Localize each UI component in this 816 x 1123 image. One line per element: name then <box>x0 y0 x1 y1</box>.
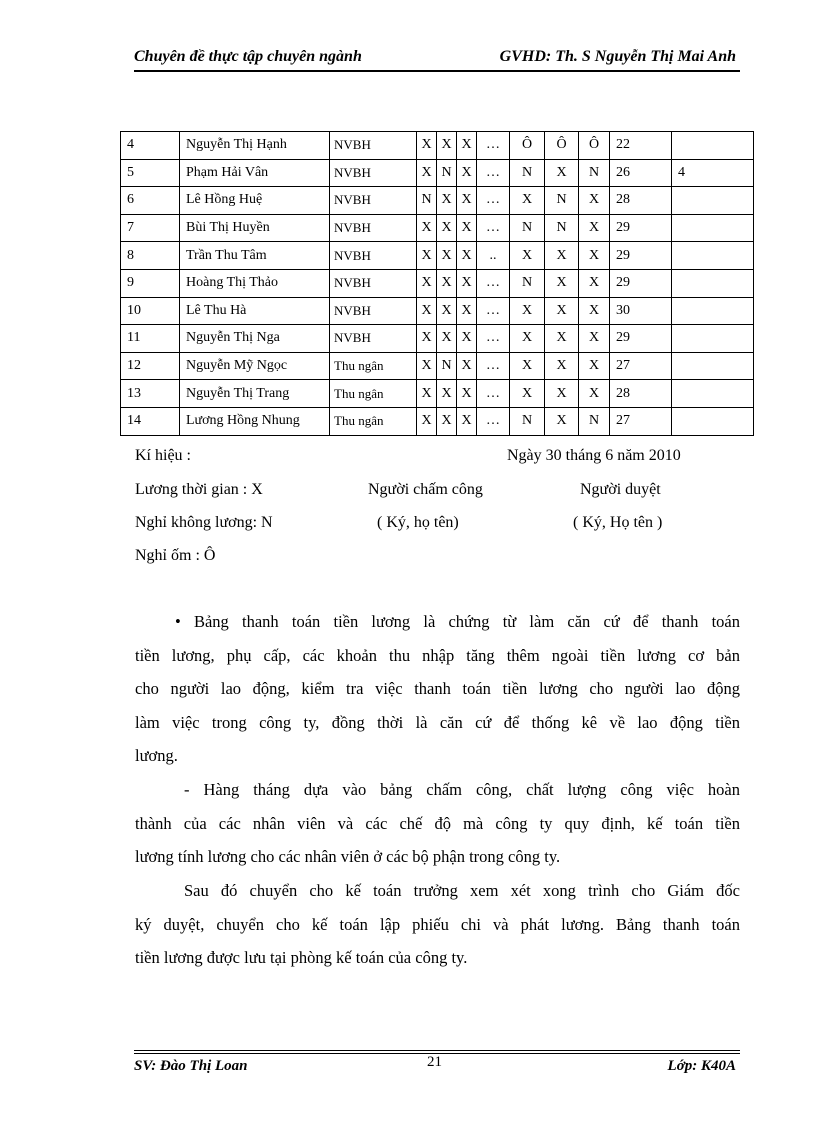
table-cell: 30 <box>610 297 672 325</box>
approver-label: Người duyệt <box>580 481 661 498</box>
table-cell: 11 <box>121 325 180 353</box>
table-cell: X <box>510 380 545 408</box>
table-cell: NVBH <box>330 187 417 215</box>
table-cell: N <box>417 187 437 215</box>
table-cell: X <box>417 242 437 270</box>
table-cell <box>672 380 754 408</box>
table-cell: X <box>457 214 477 242</box>
table-cell: X <box>417 325 437 353</box>
text-line: - Hàng tháng dựa vào bảng chấm công, chất lượng công việc hoàn <box>184 780 740 799</box>
table-cell: 27 <box>610 407 672 435</box>
table-cell: X <box>579 214 610 242</box>
table-cell: N <box>510 159 545 187</box>
table-row <box>121 187 754 215</box>
table-cell: 5 <box>121 159 180 187</box>
table-cell: X <box>437 380 457 408</box>
table-cell: 29 <box>610 269 672 297</box>
table-cell: Nguyễn Thị Nga <box>180 325 330 353</box>
table-cell <box>672 325 754 353</box>
table-cell: 14 <box>121 407 180 435</box>
attendance-table <box>120 131 754 436</box>
paragraph-approval <box>135 874 740 975</box>
table-cell: NVBH <box>330 132 417 160</box>
text-line: ký duyệt, chuyển cho kế toán lập phiếu chi và phát lương. Bảng thanh toán <box>135 914 740 934</box>
table-cell: … <box>477 297 510 325</box>
paragraph-payroll-sheet <box>135 605 740 773</box>
table-cell: Phạm Hải Vân <box>180 159 330 187</box>
table-cell: 4 <box>672 159 754 187</box>
table-cell: N <box>545 214 579 242</box>
table-cell: X <box>437 132 457 160</box>
table-cell: X <box>579 242 610 270</box>
table-cell: X <box>417 352 437 380</box>
table-cell: X <box>579 269 610 297</box>
table-cell: X <box>510 242 545 270</box>
table-cell: X <box>579 352 610 380</box>
table-cell: X <box>457 407 477 435</box>
document-title: Chuyên đề thực tập chuyên ngành <box>134 48 362 65</box>
paragraph-monthly <box>135 773 740 874</box>
table-row <box>121 159 754 187</box>
text-line: làm việc trong công ty, đồng thời là căn cứ để thống kê về lao động tiền <box>135 712 740 732</box>
table-cell <box>672 187 754 215</box>
table-cell: 10 <box>121 297 180 325</box>
table-cell: … <box>477 269 510 297</box>
text-line: cho người lao động, kiểm tra việc thanh toán tiền lương cho người lao động <box>135 679 740 698</box>
table-cell: N <box>437 352 457 380</box>
table-cell: … <box>477 132 510 160</box>
table-cell: X <box>545 159 579 187</box>
table-cell: X <box>510 297 545 325</box>
table-cell <box>672 242 754 270</box>
table-cell: Nguyễn Mỹ Ngọc <box>180 352 330 380</box>
table-cell: 12 <box>121 352 180 380</box>
table-cell: Bùi Thị Huyền <box>180 214 330 242</box>
table-cell: Ô <box>579 132 610 160</box>
text-line: • Bảng thanh toán tiền lương là chứng từ làm căn cứ để thanh toán <box>175 612 740 631</box>
table-cell: 4 <box>121 132 180 160</box>
table-cell: 28 <box>610 380 672 408</box>
table-cell: X <box>510 325 545 353</box>
table-cell: X <box>417 380 437 408</box>
table-cell: X <box>417 132 437 160</box>
table-cell: 8 <box>121 242 180 270</box>
table-cell: X <box>417 407 437 435</box>
footer-rule <box>134 1050 740 1051</box>
table-cell: X <box>510 352 545 380</box>
legend-sick: Nghỉ ốm : Ô <box>135 547 216 564</box>
table-cell: Nguyễn Thị Hạnh <box>180 132 330 160</box>
table-cell: X <box>579 380 610 408</box>
table-cell <box>672 352 754 380</box>
table-row <box>121 297 754 325</box>
table-cell: Thu ngân <box>330 352 417 380</box>
table-cell: X <box>417 159 437 187</box>
table-cell: X <box>457 352 477 380</box>
page-footer <box>134 1050 740 1078</box>
text-line: lương. <box>135 746 178 765</box>
table-cell: NVBH <box>330 269 417 297</box>
text-line: thành của các nhân viên và các chế độ mà công ty quy định, kế toán tiền <box>135 813 740 833</box>
table-cell: Thu ngân <box>330 380 417 408</box>
timekeeper-label: Người chấm công <box>368 481 483 498</box>
table-cell: 29 <box>610 242 672 270</box>
table-cell: X <box>437 325 457 353</box>
table-cell: X <box>545 297 579 325</box>
table-cell: N <box>579 159 610 187</box>
table-cell: X <box>545 325 579 353</box>
table-cell: Lương Hồng Nhung <box>180 407 330 435</box>
table-cell: X <box>457 297 477 325</box>
table-cell: Ô <box>510 132 545 160</box>
table-cell: .. <box>477 242 510 270</box>
text-line: lương tính lương cho các nhân viên ở các bộ phận trong công ty. <box>135 847 561 866</box>
timekeeper-sign: ( Ký, họ tên) <box>377 514 459 531</box>
table-cell: N <box>545 187 579 215</box>
table-cell <box>672 407 754 435</box>
table-row <box>121 132 754 160</box>
supervisor-name: GVHD: Th. S Nguyễn Thị Mai Anh <box>499 48 736 65</box>
table-cell: NVBH <box>330 214 417 242</box>
page-number: 21 <box>427 1054 442 1070</box>
legend-unpaid: Nghỉ không lương: N <box>135 514 273 531</box>
table-cell: 26 <box>610 159 672 187</box>
table-cell: Lê Thu Hà <box>180 297 330 325</box>
table-cell: X <box>437 242 457 270</box>
text-line: Sau đó chuyển cho kế toán trưởng xem xét xong trình cho Giám đốc <box>184 881 740 900</box>
table-cell: Ô <box>545 132 579 160</box>
table-cell: X <box>545 380 579 408</box>
table-cell: … <box>477 159 510 187</box>
table-cell: Trần Thu Tâm <box>180 242 330 270</box>
class-code: Lớp: K40A <box>667 1058 736 1074</box>
table-row <box>121 214 754 242</box>
table-cell: X <box>579 325 610 353</box>
table-row <box>121 380 754 408</box>
table-cell <box>672 269 754 297</box>
table-row <box>121 242 754 270</box>
table-cell: X <box>417 214 437 242</box>
table-cell: X <box>417 269 437 297</box>
table-cell: Lê Hồng Huệ <box>180 187 330 215</box>
table-cell: NVBH <box>330 242 417 270</box>
table-cell: X <box>579 297 610 325</box>
table-cell: X <box>457 132 477 160</box>
legend-paid: Lương thời gian : X <box>135 481 263 498</box>
table-cell: X <box>417 297 437 325</box>
table-cell: 22 <box>610 132 672 160</box>
table-cell: 29 <box>610 214 672 242</box>
table-cell: X <box>457 325 477 353</box>
table-cell: X <box>545 407 579 435</box>
table-cell: … <box>477 380 510 408</box>
student-name: SV: Đào Thị Loan <box>134 1058 248 1074</box>
text-line: tiền lương được lưu tại phòng kế toán của công ty. <box>135 948 468 967</box>
table-cell: X <box>457 159 477 187</box>
table-cell: X <box>437 214 457 242</box>
table-row <box>121 352 754 380</box>
approver-sign: ( Ký, Họ tên ) <box>573 514 663 531</box>
table-cell: X <box>579 187 610 215</box>
table-cell: X <box>457 269 477 297</box>
table-cell: … <box>477 352 510 380</box>
table-cell: … <box>477 407 510 435</box>
table-cell: … <box>477 187 510 215</box>
legend-title: Kí hiệu : <box>135 447 191 464</box>
attendance-table-body <box>121 132 754 436</box>
table-cell: NVBH <box>330 159 417 187</box>
signing-date: Ngày 30 tháng 6 năm 2010 <box>507 447 681 464</box>
table-row <box>121 269 754 297</box>
table-cell: 9 <box>121 269 180 297</box>
table-cell: X <box>437 269 457 297</box>
table-cell: X <box>457 380 477 408</box>
table-cell: 7 <box>121 214 180 242</box>
table-cell: 28 <box>610 187 672 215</box>
table-cell: NVBH <box>330 297 417 325</box>
table-cell: NVBH <box>330 325 417 353</box>
table-cell: 27 <box>610 352 672 380</box>
table-cell <box>672 132 754 160</box>
table-row <box>121 407 754 435</box>
table-cell: 13 <box>121 380 180 408</box>
table-cell: X <box>437 407 457 435</box>
table-cell: X <box>545 242 579 270</box>
table-cell: X <box>545 352 579 380</box>
text-line: tiền lương, phụ cấp, các khoản thu nhập tăng thêm ngoài tiền lương cơ bản <box>135 645 740 665</box>
table-cell: 6 <box>121 187 180 215</box>
table-cell: N <box>510 214 545 242</box>
table-cell: 29 <box>610 325 672 353</box>
table-cell: N <box>437 159 457 187</box>
table-cell <box>672 297 754 325</box>
table-cell: X <box>457 242 477 270</box>
table-cell: X <box>510 187 545 215</box>
table-cell: X <box>437 297 457 325</box>
table-cell: Hoàng Thị Thảo <box>180 269 330 297</box>
table-cell: Thu ngân <box>330 407 417 435</box>
table-cell <box>672 214 754 242</box>
table-cell: N <box>510 407 545 435</box>
table-row <box>121 325 754 353</box>
table-cell: … <box>477 214 510 242</box>
table-cell: N <box>579 407 610 435</box>
table-cell: Nguyễn Thị Trang <box>180 380 330 408</box>
table-cell: X <box>545 269 579 297</box>
page-header <box>134 46 740 72</box>
header-rule <box>134 70 740 72</box>
table-cell: N <box>510 269 545 297</box>
table-cell: X <box>457 187 477 215</box>
table-cell: … <box>477 325 510 353</box>
table-cell: X <box>437 187 457 215</box>
